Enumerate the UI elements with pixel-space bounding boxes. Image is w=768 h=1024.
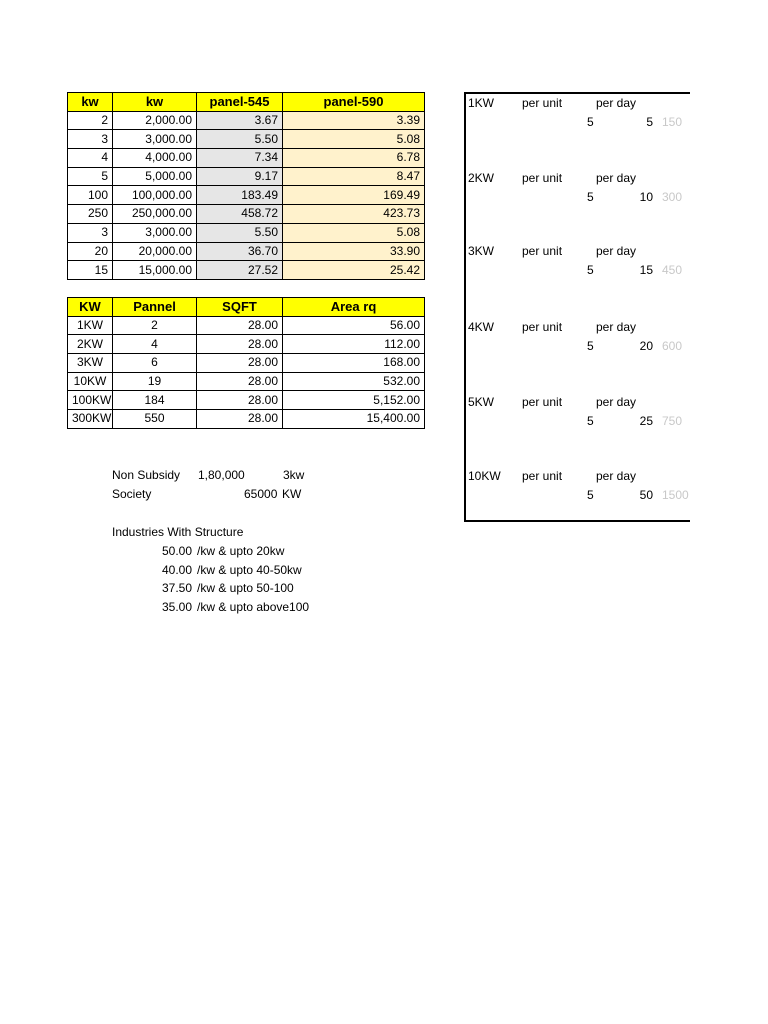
table-cell[interactable]: 100	[68, 186, 113, 205]
kw-block	[468, 320, 692, 360]
per-day-panel	[464, 92, 690, 522]
kw-block	[468, 395, 692, 435]
header-cell: Area rq	[283, 298, 425, 317]
non-subsidy-unit: 3kw	[283, 468, 305, 482]
table-cell[interactable]: 2	[68, 111, 113, 130]
table-cell[interactable]: 5.50	[197, 223, 283, 242]
table-cell[interactable]: 2	[113, 316, 197, 335]
table-cell[interactable]: 3.67	[197, 111, 283, 130]
table-row	[68, 410, 425, 429]
unit-value: 5	[587, 339, 594, 353]
industry-desc: /kw & upto 20kw	[197, 544, 285, 558]
table-cell[interactable]: 36.70	[197, 242, 283, 261]
table-cell[interactable]: 3.39	[283, 111, 425, 130]
society-value: 65000	[244, 487, 278, 501]
table-cell[interactable]: 28.00	[197, 372, 283, 391]
table-cell[interactable]: 28.00	[197, 316, 283, 335]
table-row	[68, 261, 425, 280]
table-cell[interactable]: 112.00	[283, 335, 425, 354]
table-cell[interactable]: 5.08	[283, 223, 425, 242]
day-value: 15	[639, 263, 653, 277]
table-cell[interactable]: 28.00	[197, 410, 283, 429]
table-cell[interactable]: 100KW	[68, 391, 113, 410]
table-cell[interactable]: 25.42	[283, 261, 425, 280]
table-row	[68, 186, 425, 205]
header-cell: SQFT	[197, 298, 283, 317]
total-value: 750	[662, 414, 683, 428]
table-cell[interactable]: 5.50	[197, 130, 283, 149]
table-cell[interactable]: 4,000.00	[113, 149, 197, 168]
table-row	[68, 111, 425, 130]
table-row	[68, 335, 425, 354]
table-cell[interactable]: 5,152.00	[283, 391, 425, 410]
day-value: 10	[639, 190, 653, 204]
kw-block	[468, 469, 692, 509]
per-day-label: per day	[596, 320, 637, 334]
table-cell[interactable]: 3	[68, 130, 113, 149]
table-row	[68, 205, 425, 224]
table-cell[interactable]: 33.90	[283, 242, 425, 261]
table-cell[interactable]: 6	[113, 354, 197, 373]
table-cell[interactable]: 250	[68, 205, 113, 224]
per-unit-label: per unit	[522, 244, 563, 258]
kw-block	[468, 171, 692, 211]
industry-rate: 50.00	[161, 544, 192, 558]
table-cell[interactable]: 20	[68, 242, 113, 261]
kw-label: 3KW	[468, 244, 495, 258]
society-unit: KW	[282, 487, 302, 501]
table-row	[68, 354, 425, 373]
table-cell[interactable]: 168.00	[283, 354, 425, 373]
industry-desc: /kw & upto above100	[197, 600, 310, 614]
table-cell[interactable]: 2,000.00	[113, 111, 197, 130]
kw-label: 1KW	[468, 96, 495, 110]
kw-label: 10KW	[468, 469, 501, 483]
table-row	[68, 242, 425, 261]
table-cell[interactable]: 532.00	[283, 372, 425, 391]
per-day-label: per day	[596, 96, 637, 110]
day-value: 20	[639, 339, 653, 353]
per-unit-label: per unit	[522, 469, 563, 483]
unit-value: 5	[587, 115, 594, 129]
table-cell[interactable]: 184	[113, 391, 197, 410]
table-header-row	[68, 93, 425, 112]
table-row	[68, 372, 425, 391]
industry-desc: /kw & upto 40-50kw	[197, 563, 302, 577]
table-cell[interactable]: 458.72	[197, 205, 283, 224]
total-value: 300	[662, 190, 683, 204]
kw-label: 2KW	[468, 171, 495, 185]
total-value: 150	[662, 115, 683, 129]
table-row	[68, 167, 425, 186]
table-cell[interactable]: 3	[68, 223, 113, 242]
total-value: 1500	[662, 488, 689, 502]
header-cell: KW	[68, 298, 113, 317]
table-header-row	[68, 298, 425, 317]
table-cell[interactable]: 8.47	[283, 167, 425, 186]
header-cell: panel-545	[197, 93, 283, 112]
table-cell[interactable]: 550	[113, 410, 197, 429]
industries-title: Industries With Structure	[112, 525, 244, 539]
day-value: 25	[639, 414, 653, 428]
table-cell[interactable]: 7.34	[197, 149, 283, 168]
per-day-label: per day	[596, 244, 637, 258]
area-requirement-table	[67, 297, 425, 429]
table-row	[68, 391, 425, 410]
table-row	[68, 223, 425, 242]
table-cell[interactable]: 19	[113, 372, 197, 391]
per-unit-label: per unit	[522, 320, 563, 334]
table-cell[interactable]: 28.00	[197, 354, 283, 373]
day-value: 5	[646, 115, 653, 129]
table-cell[interactable]: 423.73	[283, 205, 425, 224]
per-unit-label: per unit	[522, 395, 563, 409]
society-label: Society	[112, 487, 152, 501]
table-cell[interactable]: 3KW	[68, 354, 113, 373]
table-cell[interactable]: 20,000.00	[113, 242, 197, 261]
table-cell[interactable]: 27.52	[197, 261, 283, 280]
table-cell[interactable]: 56.00	[283, 316, 425, 335]
kw-label: 5KW	[468, 395, 495, 409]
per-day-label: per day	[596, 171, 637, 185]
table-cell[interactable]: 9.17	[197, 167, 283, 186]
table-cell[interactable]: 3,000.00	[113, 223, 197, 242]
header-cell: panel-590	[283, 93, 425, 112]
industry-rate: 37.50	[161, 581, 192, 595]
header-cell: kw	[113, 93, 197, 112]
kw-label: 4KW	[468, 320, 495, 334]
table-row	[68, 149, 425, 168]
per-day-label: per day	[596, 469, 637, 483]
header-cell: kw	[68, 93, 113, 112]
table-cell[interactable]: 6.78	[283, 149, 425, 168]
table-cell[interactable]: 1KW	[68, 316, 113, 335]
table-cell[interactable]: 169.49	[283, 186, 425, 205]
unit-value: 5	[587, 414, 594, 428]
table-cell[interactable]: 4	[68, 149, 113, 168]
unit-value: 5	[587, 488, 594, 502]
table-cell[interactable]: 10KW	[68, 372, 113, 391]
table-cell[interactable]: 100,000.00	[113, 186, 197, 205]
per-day-label: per day	[596, 395, 637, 409]
kw-block	[468, 96, 692, 136]
table-cell[interactable]: 28.00	[197, 391, 283, 410]
per-unit-label: per unit	[522, 96, 563, 110]
table-cell[interactable]: 15	[68, 261, 113, 280]
table-row	[68, 316, 425, 335]
table-cell[interactable]: 300KW	[68, 410, 113, 429]
industry-rate: 40.00	[161, 563, 192, 577]
table-cell[interactable]: 2KW	[68, 335, 113, 354]
table-cell[interactable]: 28.00	[197, 335, 283, 354]
table-cell[interactable]: 15,400.00	[283, 410, 425, 429]
table-cell[interactable]: 250,000.00	[113, 205, 197, 224]
table-cell[interactable]: 3,000.00	[113, 130, 197, 149]
table-cell[interactable]: 183.49	[197, 186, 283, 205]
unit-value: 5	[587, 263, 594, 277]
day-value: 50	[639, 488, 653, 502]
table-cell[interactable]: 4	[113, 335, 197, 354]
total-value: 450	[662, 263, 683, 277]
table-cell[interactable]: 5	[68, 167, 113, 186]
kw-block	[468, 244, 692, 284]
per-unit-label: per unit	[522, 171, 563, 185]
non-subsidy-value: 1,80,000	[198, 468, 245, 482]
table-cell[interactable]: 5,000.00	[113, 167, 197, 186]
industry-desc: /kw & upto 50-100	[197, 581, 294, 595]
table-cell[interactable]: 15,000.00	[113, 261, 197, 280]
table-cell[interactable]: 5.08	[283, 130, 425, 149]
industry-rate: 35.00	[161, 600, 192, 614]
unit-value: 5	[587, 190, 594, 204]
header-cell: Pannel	[113, 298, 197, 317]
table-row	[68, 130, 425, 149]
non-subsidy-label: Non Subsidy	[112, 468, 181, 482]
total-value: 600	[662, 339, 683, 353]
panel-calculation-table	[67, 92, 425, 280]
